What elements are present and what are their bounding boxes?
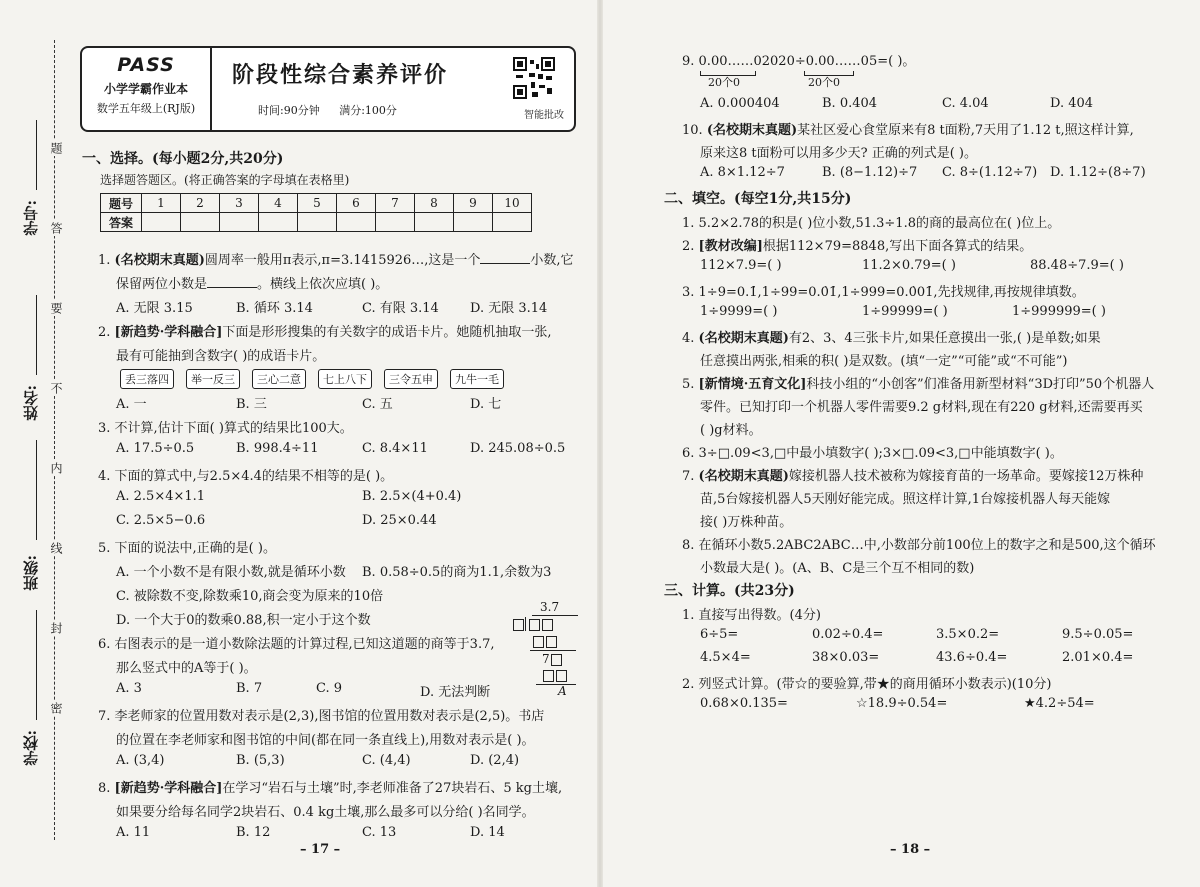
q3-option-b[interactable]: B. 998.4÷11: [236, 441, 319, 456]
seal-char: 不: [49, 382, 63, 394]
seal-char: 线: [49, 542, 63, 554]
qr-label: 智能批改: [524, 110, 564, 121]
idiom-card: 举一反三: [186, 369, 240, 389]
seal-char: 题: [49, 142, 63, 154]
student-id-line: [36, 120, 37, 190]
table-row-head: 题号: [101, 194, 142, 213]
fill-1: 1. 5.2×2.78的积是( )位小数,51.3÷1.8的商的最高位在( )位上。: [682, 216, 1061, 231]
seal-char: 封: [49, 622, 63, 634]
q2-option-a[interactable]: A. 一: [116, 397, 147, 412]
q8-option-c[interactable]: C. 13: [362, 825, 397, 840]
fill-4-line2: 任意摸出两张,相乘的积( )是双数。(填“一定”“可能”或“不可能”): [700, 354, 1068, 369]
question-6-line2: 那么竖式中的A等于( )。: [116, 661, 257, 676]
q2-option-d[interactable]: D. 七: [470, 397, 502, 412]
q3-option-c[interactable]: C. 8.4×11: [362, 441, 428, 456]
question-2-line2: 最有可能抽到含数字( )的成语卡片。: [116, 349, 326, 364]
class-line: [36, 440, 37, 540]
q9-brace-label-1: 20个0: [708, 76, 740, 89]
q7-option-b[interactable]: B. (5,3): [236, 753, 285, 768]
q2-option-b[interactable]: B. 三: [236, 397, 267, 412]
division-divisor: [512, 617, 554, 631]
answer-cell[interactable]: [376, 213, 415, 232]
answer-table: [100, 193, 532, 232]
question-4: 4. 下面的算式中,与2.5×4.4的结果不相等的是( )。: [98, 469, 394, 484]
question-10: 10. (名校期末真题)某社区爱心食堂原来有8 t面粉,7天用了1.12 t,照这样计算,: [682, 123, 1134, 138]
calc-item: 9.5÷0.05=: [1062, 627, 1134, 642]
question-1-line2: 保留两位小数是 。横线上依次应填( )。: [116, 277, 389, 292]
q6-option-b[interactable]: B. 7: [236, 681, 263, 696]
calc-2-item: 0.68×0.135=: [700, 696, 788, 711]
division-quotient: 3.7: [540, 600, 560, 614]
calc-2-item: ★4.2÷54=: [1024, 696, 1095, 711]
grade-label: 数学五年级上(RJ版): [96, 102, 196, 115]
fill-3-item: 1÷99999=( ): [862, 304, 948, 319]
answer-cell[interactable]: [415, 213, 454, 232]
table-cell: 3: [220, 194, 259, 213]
exam-title: 阶段性综合素养评价: [232, 62, 449, 88]
fill-3-item: 1÷9999=( ): [700, 304, 778, 319]
answer-cell[interactable]: [142, 213, 181, 232]
question-1: 1. (名校期末真题)圆周率一般用π表示,π=3.1415926…,这是一个 小数,它: [98, 253, 574, 268]
class-label: 班级:: [22, 555, 40, 591]
fill-5-line3: ( )g材料。: [700, 423, 762, 438]
division-bar: [532, 615, 578, 616]
fill-2-item: 112×7.9=( ): [700, 258, 782, 273]
q6-option-a[interactable]: A. 3: [116, 681, 142, 696]
fill-6: 6. 3÷□.09<3,□中最小填数字( );3×□.09<3,□中能填数字( )。: [682, 446, 1063, 461]
exam-time: 时间:90分钟: [258, 104, 320, 117]
q5-option-a[interactable]: A. 一个小数不是有限小数,就是循环小数: [116, 565, 346, 580]
table-cell: 9: [454, 194, 493, 213]
q3-option-d[interactable]: D. 245.08÷0.5: [470, 441, 566, 456]
q6-option-c[interactable]: C. 9: [316, 681, 343, 696]
q9-brace-label-2: 20个0: [808, 76, 840, 89]
answer-cell[interactable]: [493, 213, 532, 232]
name-line: [36, 295, 37, 375]
q5-option-b[interactable]: B. 0.58÷0.5的商为1.1,余数为3: [362, 565, 552, 580]
question-6: 6. 右图表示的是一道小数除法题的计算过程,已知这道题的商等于3.7,: [98, 637, 495, 652]
seal-line: [54, 40, 55, 840]
q6-option-d[interactable]: D. 无法判断: [420, 685, 491, 700]
fill-8: 8. 在循环小数5.2ABC2ABC…中,小数部分前100位上的数字之和是500,这个循环: [682, 538, 1156, 553]
q8-option-a[interactable]: A. 11: [116, 825, 151, 840]
q10-option-c[interactable]: C. 8÷(1.12÷7): [942, 165, 1038, 180]
fill-5: 5. [新情境·五育文化]科技小组的“小创客”们准备用新型材料“3D打印”50个机器人: [682, 377, 1155, 392]
question-10-line2: 原来这8 t面粉可以用多少天? 正确的列式是( )。: [700, 146, 978, 161]
calc-2-title: 2. 列竖式计算。(带☆的要验算,带★的商用循环小数表示)(10分): [682, 677, 1052, 692]
table-cell: 4: [259, 194, 298, 213]
answer-cell[interactable]: [181, 213, 220, 232]
pass-logo: PASS: [117, 54, 175, 76]
question-7-line2: 的位置在李老师家和图书馆的中间(都在同一条直线上),用数对表示是( )。: [116, 733, 535, 748]
question-7: 7. 李老师家的位置用数对表示是(2,3),图书馆的位置用数对表示是(2,5)。书店: [98, 709, 545, 724]
seal-char: 要: [49, 302, 63, 314]
division-remainder: 7: [542, 652, 563, 666]
section-title-calc: 三、计算。(共23分): [664, 583, 795, 599]
division-bottom: A: [558, 684, 567, 698]
q10-option-b[interactable]: B. (8−1.12)÷7: [822, 165, 918, 180]
fill-2: 2. [教材改编]根据112×79=8848,写出下面各算式的结果。: [682, 239, 1033, 254]
q7-option-a[interactable]: A. (3,4): [116, 753, 165, 768]
fill-7: 7. (名校期末真题)嫁接机器人技术被称为嫁接育苗的一场革命。要嫁接12万株种: [682, 469, 1144, 484]
school-line: [36, 610, 37, 720]
name-label: 姓名:: [22, 385, 40, 421]
idiom-cards: [120, 369, 516, 389]
section-title-choice: 一、选择。(每小题2分,共20分): [82, 151, 284, 167]
q1-option-c[interactable]: C. 有限 3.14: [362, 301, 439, 316]
question-3: 3. 不计算,估计下面( )算式的结果比100大。: [98, 421, 353, 436]
table-cell: 6: [337, 194, 376, 213]
calc-item: 4.5×4=: [700, 650, 751, 665]
section-title-fill: 二、填空。(每空1分,共15分): [664, 191, 852, 207]
fill-2-item: 88.48÷7.9=( ): [1030, 258, 1124, 273]
q8-option-d[interactable]: D. 14: [470, 825, 505, 840]
calc-item: 0.02÷0.4=: [812, 627, 884, 642]
calc-1-title: 1. 直接写出得数。(4分): [682, 608, 821, 623]
question-8-line2: 如果要分给每名同学2块岩石、0.4 kg土壤,那么最多可以分给( )名同学。: [116, 805, 535, 820]
question-8: 8. [新趋势·学科融合]在学习“岩石与土壤”时,李老师准备了27块岩石、5 kg土壤,: [98, 781, 563, 796]
idiom-card: 三心二意: [252, 369, 306, 389]
brand-block: [82, 48, 212, 130]
exam-score: 满分:100分: [339, 104, 397, 117]
q5-option-d[interactable]: D. 一个大于0的数乘0.88,积一定小于这个数: [116, 613, 371, 628]
q3-option-a[interactable]: A. 17.5÷0.5: [116, 441, 195, 456]
q4-option-a[interactable]: A. 2.5×4×1.1: [116, 489, 206, 504]
q1-option-a[interactable]: A. 无限 3.15: [116, 301, 193, 316]
answer-cell[interactable]: [220, 213, 259, 232]
q10-option-d[interactable]: D. 1.12÷(8÷7): [1050, 165, 1146, 180]
fill-5-line2: 零件。已知打印一个机器人零件需要9.2 g材料,现在有220 g材料,还需要再买: [700, 400, 1143, 415]
fill-7-line3: 接( )万株种苗。: [700, 515, 793, 530]
q9-option-d[interactable]: D. 404: [1050, 96, 1094, 111]
long-division-figure: [512, 600, 580, 698]
table-cell: 5: [298, 194, 337, 213]
fill-8-line2: 小数最大是( )。(A、B、C是三个互不相同的数): [700, 561, 975, 576]
idiom-card: 三令五申: [384, 369, 438, 389]
q7-option-d[interactable]: D. (2,4): [470, 753, 520, 768]
fill-7-line2: 苗,5台嫁接机器人5天刚好能完成。照这样计算,1台嫁接机器人每天能嫁: [700, 492, 1111, 507]
q9-option-c[interactable]: C. 4.04: [942, 96, 989, 111]
division-rule-2: [536, 684, 576, 685]
answer-area-note: 选择题答题区。(将正确答案的字母填在表格里): [100, 173, 350, 187]
q4-option-d[interactable]: D. 25×0.44: [362, 513, 437, 528]
fill-2-item: 11.2×0.79=( ): [862, 258, 956, 273]
question-9: 9. 0.00……02020÷0.00……05=( )。: [682, 54, 916, 69]
table-cell: 7: [376, 194, 415, 213]
q4-option-c[interactable]: C. 2.5×5−0.6: [116, 513, 206, 528]
seal-char: 内: [49, 462, 63, 474]
table-row-head: 答案: [101, 213, 142, 232]
division-step: [532, 634, 558, 648]
header-banner: [80, 46, 576, 132]
answer-cell[interactable]: [454, 213, 493, 232]
table-cell: 10: [493, 194, 532, 213]
page-number-18: – 18 –: [890, 842, 931, 857]
series-name: 小学学霸作业本: [103, 82, 188, 96]
school-label: 学校:: [22, 730, 40, 766]
right-page: [600, 0, 1200, 887]
calc-item: 43.6÷0.4=: [936, 650, 1008, 665]
q8-option-b[interactable]: B. 12: [236, 825, 271, 840]
table-cell: 8: [415, 194, 454, 213]
q5-option-c[interactable]: C. 被除数不变,除数乘10,商会变为原来的10倍: [116, 589, 384, 604]
qr-code-icon[interactable]: [512, 56, 556, 100]
seal-char: 密: [49, 702, 63, 714]
page-number-17: – 17 –: [300, 842, 341, 857]
q2-option-c[interactable]: C. 五: [362, 397, 393, 412]
idiom-card: 九牛一毛: [450, 369, 504, 389]
q4-option-b[interactable]: B. 2.5×(4+0.4): [362, 489, 462, 504]
question-5: 5. 下面的说法中,正确的是( )。: [98, 541, 276, 556]
binding-strip: [0, 40, 80, 840]
fill-4: 4. (名校期末真题)有2、3、4三张卡片,如果任意摸出一张,( )是单数;如果: [682, 331, 1101, 346]
seal-char: 答: [49, 222, 63, 234]
calc-item: 3.5×0.2=: [936, 627, 1000, 642]
fill-3-item: 1÷999999=( ): [1012, 304, 1106, 319]
q1-option-b[interactable]: B. 循环 3.14: [236, 301, 313, 316]
calc-item: 2.01×0.4=: [1062, 650, 1134, 665]
answer-cell[interactable]: [259, 213, 298, 232]
calc-item: 6÷5=: [700, 627, 739, 642]
q10-option-a[interactable]: A. 8×1.12÷7: [700, 165, 785, 180]
answer-cell[interactable]: [337, 213, 376, 232]
calc-item: 38×0.03=: [812, 650, 880, 665]
table-cell: 1: [142, 194, 181, 213]
answer-cell[interactable]: [298, 213, 337, 232]
table-cell: 2: [181, 194, 220, 213]
fill-3: 3. 1÷9=0.1̇,1÷99=0.0̇1̇,1÷999=0.0̇01̇,先找规律,再按规律填数。: [682, 285, 1085, 300]
student-id-label: 学号:: [22, 200, 40, 236]
calc-2-item: ☆18.9÷0.54=: [856, 696, 948, 711]
exam-meta: [258, 102, 413, 118]
q9-option-a[interactable]: A. 0.000404: [700, 96, 780, 111]
q9-option-b[interactable]: B. 0.404: [822, 96, 878, 111]
idiom-card: 七上八下: [318, 369, 372, 389]
q7-option-c[interactable]: C. (4,4): [362, 753, 411, 768]
division-rule: [530, 650, 576, 651]
q1-option-d[interactable]: D. 无限 3.14: [470, 301, 548, 316]
division-step-2: [542, 668, 568, 682]
question-2: 2. [新趋势·学科融合]下面是形形搜集的有关数字的成语卡片。她随机抽取一张,: [98, 325, 552, 340]
idiom-card: 丢三落四: [120, 369, 174, 389]
